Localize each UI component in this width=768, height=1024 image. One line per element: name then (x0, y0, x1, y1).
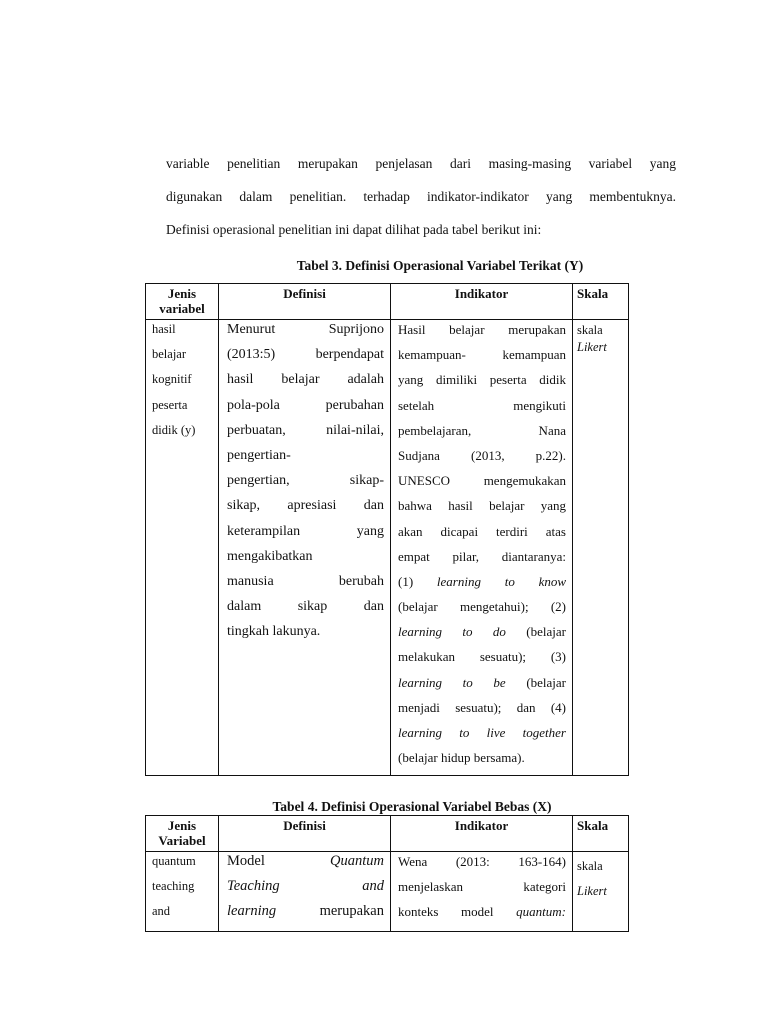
skala-likert: Likert (577, 340, 607, 354)
cell-line: Sudjana (2013, p.22). (398, 447, 566, 463)
cell-line: menjadi sesuatu); dan (4) (398, 699, 566, 715)
header-definisi: Definisi (219, 284, 391, 320)
cell-line: menjelaskan kategori (398, 879, 566, 895)
cell-line: (belajar hidup bersama). (398, 750, 525, 766)
header-jenis-variabel (146, 284, 219, 320)
line-segment-italic: learning to live together (398, 725, 566, 740)
table4-header-row (146, 816, 629, 852)
line-segment-italic: Quantum (330, 853, 384, 869)
line-segment-italic: learning (227, 903, 277, 920)
cell-line (398, 624, 566, 649)
cell-line (227, 854, 384, 879)
header-definisi: Definisi (219, 816, 391, 852)
cell-line (398, 725, 566, 750)
header-indikator: Indikator (391, 816, 573, 852)
skala-text: skala (577, 323, 603, 337)
line-segment-italic: Teaching (227, 878, 280, 895)
skala-likert: Likert (577, 884, 607, 898)
header-text: Jenis (167, 818, 197, 833)
cell-line: sikap, apresiasi dan (227, 498, 384, 514)
cell-line (398, 574, 566, 599)
cell-line: belajar (152, 347, 187, 362)
cell-line: (2013:5) berpendapat (227, 347, 384, 363)
cell-line: kemampuan- kemampuan (398, 347, 566, 363)
paragraph-line: digunakan dalam penelitian. terhadap indikator-indikator yang membentuknya. (166, 189, 676, 204)
header-skala: Skala (573, 284, 629, 320)
cell-line: hasil (152, 322, 176, 336)
cell-jenis (146, 320, 219, 776)
cell-line: akan dicapai terdiri atas (398, 523, 566, 539)
paragraph-line: variable penelitian merupakan penjelasan dari masing-masing variabel yang (166, 156, 676, 171)
header-skala: Skala (573, 816, 629, 852)
header-indikator: Indikator (391, 284, 573, 320)
cell-line: pembelajaran, Nana (398, 422, 566, 438)
cell-line: Menurut Suprijono (227, 322, 384, 337)
line-segment-italic: learning to know (436, 573, 567, 589)
cell-indikator (391, 320, 573, 776)
cell-skala (573, 852, 629, 932)
cell-line: Hasil belajar merupakan (398, 322, 566, 337)
cell-indikator (391, 852, 573, 932)
cell-definisi (219, 852, 391, 932)
cell-line: empat pilar, diantaranya: (398, 548, 566, 564)
cell-line: pengertian, sikap- (227, 473, 384, 489)
line-segment: merupakan (319, 903, 384, 920)
line-segment-italic: quantum: (516, 904, 566, 920)
cell-line: yang dimiliki peserta didik (398, 372, 566, 388)
cell-line: and (152, 904, 171, 919)
table4-caption: Tabel 4. Definisi Operasional Variabel Bebas (X) (272, 799, 552, 814)
table3-row (146, 320, 629, 776)
cell-line (398, 904, 566, 929)
cell-line: dalam sikap dan (227, 599, 384, 615)
cell-line: tingkah lakunya. (227, 624, 321, 640)
cell-line: perbuatan, nilai-nilai, (227, 422, 384, 438)
header-text: Jenis (167, 286, 197, 301)
line-segment: (belajar (526, 674, 567, 690)
cell-line: bahwa hasil belajar yang (398, 498, 566, 514)
cell-line: melakukan sesuatu); (3) (398, 649, 566, 665)
header-jenis-variabel (146, 816, 219, 852)
cell-line: keterampilan yang (227, 523, 384, 539)
cell-line: pengertian- (227, 447, 291, 463)
header-text: Variabel (158, 833, 206, 848)
table3 (145, 283, 629, 776)
cell-line: peserta (152, 397, 188, 412)
cell-line: teaching (152, 879, 195, 894)
cell-line: Wena (2013: 163-164) (398, 854, 566, 869)
cell-line: manusia berubah (227, 573, 384, 589)
skala-text: skala (577, 859, 603, 873)
line-segment: (1) (398, 573, 414, 589)
cell-line: didik (y) (152, 422, 196, 437)
table4 (145, 815, 629, 932)
cell-line (227, 879, 384, 904)
line-segment-italic: learning to do (398, 624, 506, 640)
cell-line: kognitif (152, 372, 192, 387)
cell-skala (573, 320, 629, 776)
cell-line: quantum (152, 854, 196, 868)
paragraph-line: Definisi operasional penelitian ini dapat dilihat pada tabel berikut ini: (166, 222, 542, 237)
cell-jenis (146, 852, 219, 932)
cell-line: hasil belajar adalah (227, 372, 384, 388)
cell-line: (belajar mengetahui); (2) (398, 599, 566, 615)
line-segment: konteks model (398, 904, 494, 920)
cell-line: mengakibatkan (227, 548, 313, 564)
table4-row (146, 852, 629, 932)
table3-caption: Tabel 3. Definisi Operasional Variabel Terikat (Y) (296, 258, 584, 273)
cell-definisi (219, 320, 391, 776)
cell-line: UNESCO mengemukakan (398, 473, 566, 489)
table3-header-row (146, 284, 629, 320)
cell-line (398, 675, 566, 700)
line-segment: Model (227, 853, 265, 869)
cell-line: pola-pola perubahan (227, 397, 384, 413)
line-segment-italic: and (362, 878, 384, 895)
line-segment-italic: learning to be (398, 674, 506, 690)
intro-paragraph (166, 151, 676, 250)
cell-line: setelah mengikuti (398, 397, 566, 413)
line-segment: (belajar (526, 624, 566, 640)
header-text: variabel (159, 301, 205, 316)
cell-line (227, 904, 384, 929)
